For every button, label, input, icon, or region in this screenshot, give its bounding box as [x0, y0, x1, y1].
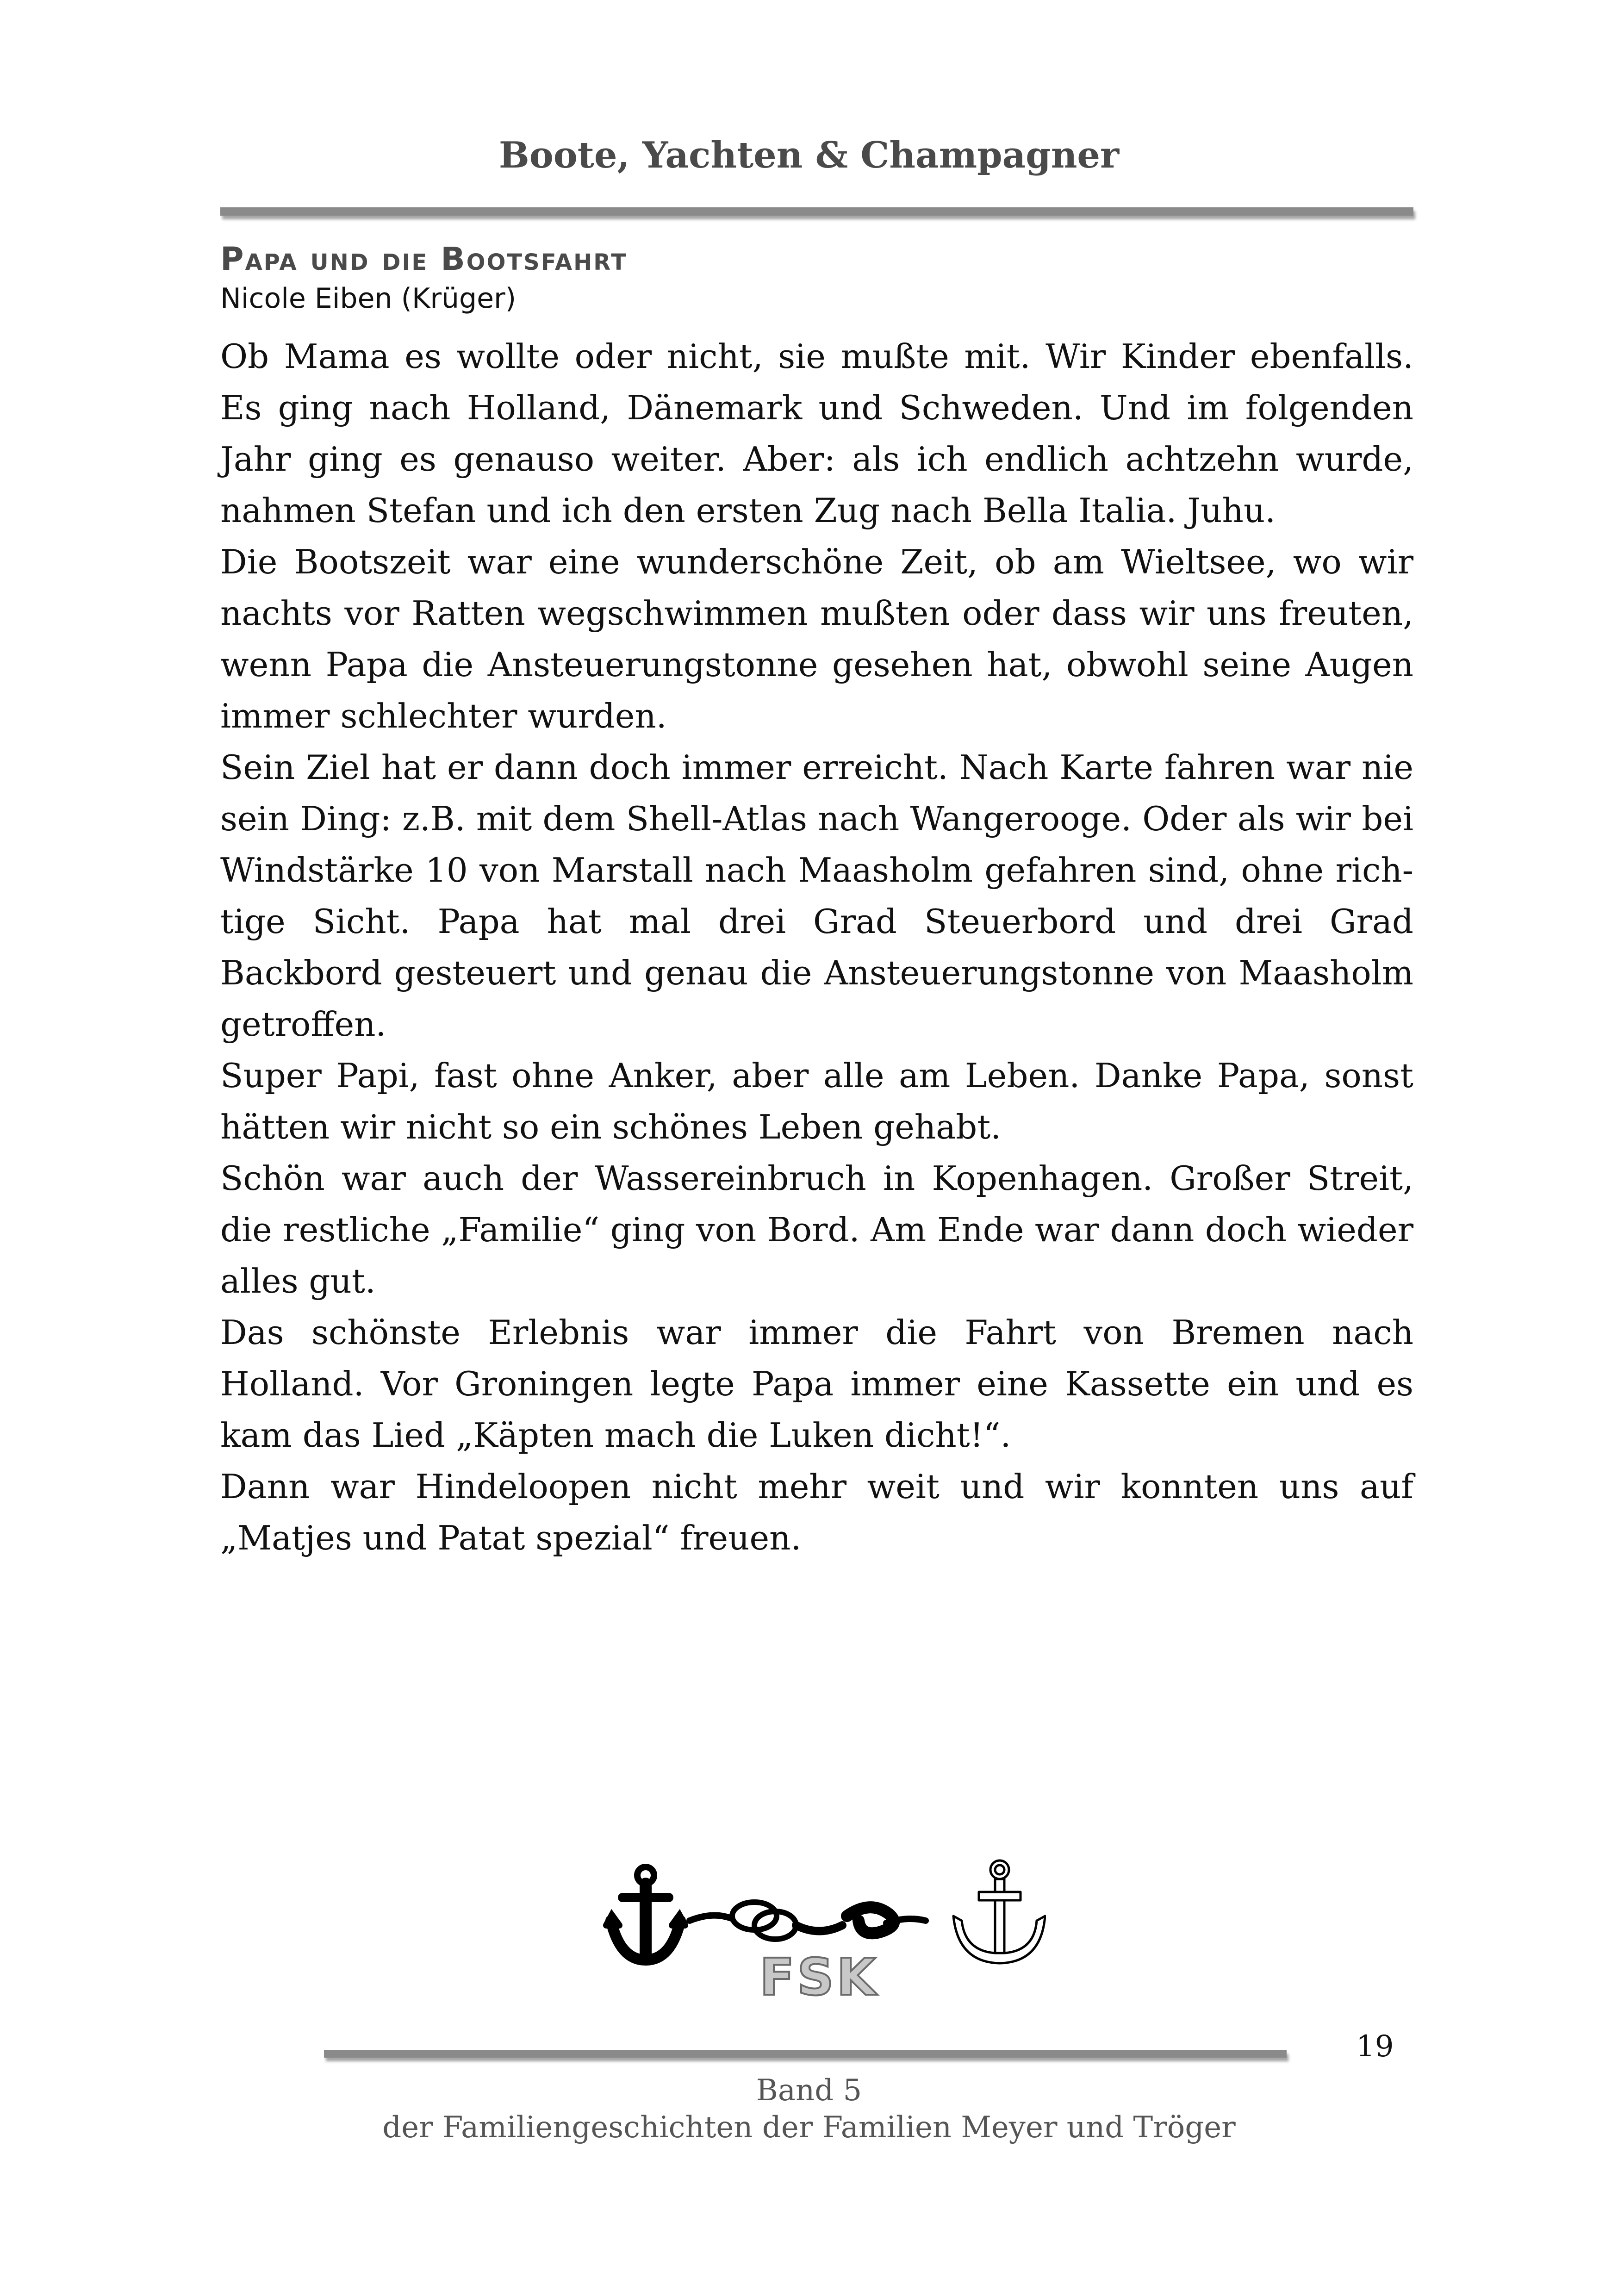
paragraph: Sein Ziel hat er dann doch immer erreicht. Nach Karte fahren war nie sein Ding: z.B. mit dem Shell-Atlas nach Wangerooge. Oder als wir bei Windstärke 10 von Marstall nach Maasholm gefahren sind, ohne richtige Sicht. Papa hat mal drei Grad Steuerbord und drei Grad Backbord gesteuert und genau die Ansteuerungstonne von Maasholm getroffen.: [220, 748, 1413, 1044]
page-number: 19: [1356, 2029, 1394, 2064]
svg-text:FSK: FSK: [759, 1948, 879, 2004]
footer-rule: [324, 2050, 1287, 2058]
rope-knot-icon: [690, 1902, 926, 1939]
story-title: Papa und die Bootsfahrt: [220, 241, 628, 278]
paragraph: Schön war auch der Wassereinbruch in Kopenhagen. Großer Streit, die restliche „Familie“ ging von Bord. Am Ende war dann doch wieder alles gut.: [220, 1159, 1413, 1300]
paragraph: Super Papi, fast ohne Anker, aber alle am Leben. Danke Papa, sonst hätten wir nicht so ein schönes Leben gehabt.: [220, 1056, 1413, 1146]
footer-band: Band 5: [756, 2073, 862, 2108]
paragraph: Dann war Hindeloopen nicht mehr weit und wir konnten uns auf „Matjes und Patat spezial“ freuen.: [220, 1467, 1413, 1557]
paragraph: Die Bootszeit war eine wunderschöne Zeit, ob am Wieltsee, wo wir nachts vor Ratten wegschwimmen mußten oder dass wir uns freuten, wenn Papa die Ansteuerungstonne gesehen hat, obwohl seine Augen immer schlechter wurden.: [220, 542, 1413, 735]
paragraph: Ob Mama es wollte oder nicht, sie mußte mit. Wir Kinder ebenfalls. Es ging nach Holland, Dänemark und Schweden. Und im folgenden Jahr ging es genauso weiter. Aber: als ich endlich achtzehn wurde, nahmen Stefan und ich den ersten Zug nach Bella Italia. Juhu.: [220, 337, 1413, 530]
paragraph: Das schönste Erlebnis war immer die Fahrt von Bremen nach Holland. Vor Groningen legte Papa immer eine Kassette ein und es kam das Lied „Käpten mach die Luken dicht!“.: [220, 1313, 1413, 1455]
fsk-logo: [602, 1856, 1046, 2004]
anchor-icon: [606, 1867, 685, 1960]
running-header: Boote, Yachten & Champagner: [498, 134, 1120, 176]
footer-series: der Familiengeschichten der Familien Meyer und Tröger: [382, 2110, 1236, 2145]
header-rule: [220, 207, 1413, 216]
story-author: Nicole Eiben (Krüger): [220, 282, 517, 315]
story-body: [220, 331, 1413, 1564]
anchor-outline-icon: [953, 1860, 1045, 1963]
